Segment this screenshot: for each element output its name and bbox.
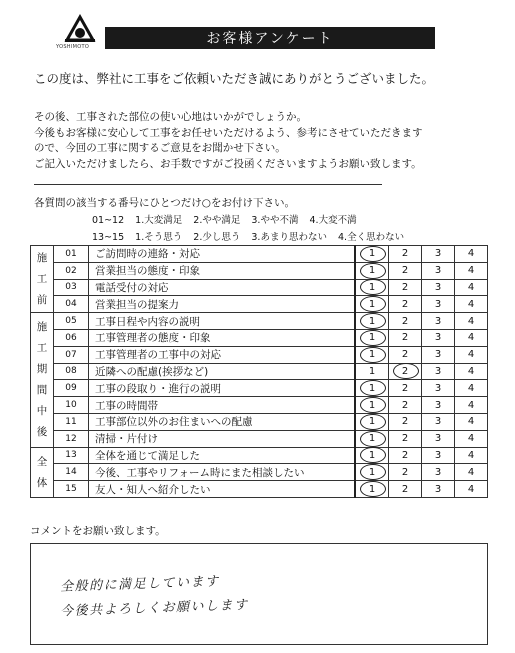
answer-option-2[interactable]: [389, 296, 422, 313]
option-label: 4: [467, 332, 475, 344]
selected-circle-mark: [360, 246, 386, 262]
legend-option: 2.少し思う: [193, 232, 241, 243]
answer-option-3[interactable]: [422, 296, 455, 313]
intro-line: ご記入いただけましたら、お手数ですがご投函くださいますようお願い致します。: [34, 157, 422, 170]
question-text: 工事部位以外のお住まいへの配慮: [89, 413, 356, 430]
option-label: 3: [434, 382, 442, 394]
question-number: 03: [54, 279, 89, 296]
answer-option-1[interactable]: [355, 430, 389, 447]
question-row: [31, 329, 488, 346]
question-number: 01: [54, 246, 89, 263]
question-row: [31, 313, 488, 330]
answer-option-4[interactable]: [455, 313, 488, 330]
option-label: 1: [368, 315, 376, 327]
intro-text: [34, 110, 504, 172]
question-text: 営業担当の態度・印象: [89, 262, 356, 279]
selected-circle-mark: [360, 279, 386, 295]
question-row: [31, 363, 488, 380]
legend-option: 1.大変満足: [135, 215, 183, 226]
legend-range-a: [92, 212, 365, 226]
answer-option-2[interactable]: [389, 413, 422, 430]
legend-option: 4.全く思わない: [338, 232, 405, 243]
answer-option-4[interactable]: [455, 329, 488, 346]
answer-option-2[interactable]: [389, 313, 422, 330]
question-number: 11: [54, 413, 89, 430]
answer-option-1[interactable]: [355, 346, 389, 363]
option-label: 3: [434, 349, 442, 361]
question-row: [31, 481, 488, 498]
option-label: 3: [434, 281, 442, 293]
comment-box[interactable]: [30, 543, 488, 645]
answer-option-1[interactable]: [355, 447, 389, 464]
question-number: 07: [54, 346, 89, 363]
option-label: 3: [434, 433, 442, 445]
answer-option-3[interactable]: [422, 380, 455, 397]
selected-circle-mark: [360, 380, 386, 396]
option-label: 2: [401, 281, 409, 293]
answer-option-3[interactable]: [422, 279, 455, 296]
option-label: 4: [467, 382, 475, 394]
option-label: 2: [401, 483, 409, 495]
option-label: 1: [368, 248, 376, 260]
answer-option-2[interactable]: [389, 246, 422, 263]
legend-option: 2.やや満足: [193, 215, 241, 226]
question-row: [31, 413, 488, 430]
option-label: 4: [467, 449, 475, 461]
option-label: 3: [434, 449, 442, 461]
answer-option-2[interactable]: [389, 430, 422, 447]
option-label: 3: [434, 483, 442, 495]
answer-option-2[interactable]: [389, 329, 422, 346]
thanks-message: この度は、弊社に工事をご依頼いただき誠にありがとうございました。: [34, 71, 435, 86]
question-row: [31, 464, 488, 481]
question-number: 02: [54, 262, 89, 279]
category-overall: 全 体: [31, 447, 54, 497]
question-row: [31, 246, 488, 263]
divider: [34, 184, 382, 185]
question-text: 電話受付の対応: [89, 279, 356, 296]
option-label: 4: [467, 483, 475, 495]
answer-option-3[interactable]: [422, 397, 455, 414]
answer-option-3[interactable]: [422, 313, 455, 330]
answer-option-1[interactable]: [355, 279, 389, 296]
option-label: 4: [467, 349, 475, 361]
option-label: 2: [401, 349, 409, 361]
intro-line: 今後もお客様に安心して工事をお任せいただけるよう、参考にさせていただきます: [34, 126, 423, 139]
question-text: 工事日程や内容の説明: [89, 313, 356, 330]
question-text: 営業担当の提案力: [89, 296, 356, 313]
selected-circle-mark: [393, 363, 419, 379]
selected-circle-mark: [360, 397, 386, 413]
question-row: [31, 279, 488, 296]
question-text: 今後、工事やリフォーム時にまた相談したい: [89, 464, 356, 481]
question-row: [31, 430, 488, 447]
category-during: 施 工 期 間 中 後: [31, 313, 54, 447]
selected-circle-mark: [360, 414, 386, 430]
option-label: 1: [368, 332, 376, 344]
legend-option: 4.大変不満: [309, 215, 357, 226]
question-text: 友人・知人へ紹介したい: [89, 481, 356, 498]
answer-option-4[interactable]: [455, 413, 488, 430]
option-label: 1: [368, 433, 376, 445]
answer-option-3[interactable]: [422, 464, 455, 481]
intro-line: その後、工事された部位の使い心地はいかがでしょうか。: [34, 111, 307, 123]
selected-circle-mark: [360, 313, 386, 329]
question-number: 09: [54, 380, 89, 397]
answer-option-3[interactable]: [422, 346, 455, 363]
question-text: 工事の段取り・進行の説明: [89, 380, 356, 397]
option-label: 3: [434, 466, 442, 478]
option-label: 4: [467, 298, 475, 310]
answer-option-2[interactable]: [389, 363, 422, 380]
selected-circle-mark: [360, 431, 386, 447]
instruction: 各質問の該当する番号にひとつだけ○をお付け下さい。: [34, 197, 295, 209]
option-label: 4: [467, 365, 475, 377]
question-number: 06: [54, 329, 89, 346]
question-number: 08: [54, 363, 89, 380]
answer-option-3[interactable]: [422, 246, 455, 263]
answer-option-2[interactable]: [389, 481, 422, 498]
option-label: 4: [467, 265, 475, 277]
answer-option-3[interactable]: [422, 430, 455, 447]
legend-option: 1.そう思う: [135, 232, 183, 243]
intro-line: ので、今回の工事に関するご意見をお聞かせ下さい。: [34, 142, 286, 154]
question-number: 13: [54, 447, 89, 464]
option-label: 4: [467, 248, 475, 260]
handwritten-comment-line: 全般的に満足しています: [59, 574, 220, 595]
question-text: 全体を通じて満足した: [89, 447, 356, 464]
option-label: 2: [401, 433, 409, 445]
question-row: [31, 346, 488, 363]
answer-option-4[interactable]: [455, 262, 488, 279]
selected-circle-mark: [360, 481, 386, 497]
legend-option: 3.やや不満: [251, 215, 299, 226]
option-label: 2: [401, 416, 409, 428]
answer-option-2[interactable]: [389, 447, 422, 464]
option-label: 1: [368, 281, 376, 293]
answer-option-2[interactable]: [389, 279, 422, 296]
answer-option-4[interactable]: [455, 481, 488, 498]
legend-range: 01~12: [92, 215, 125, 226]
answer-option-1[interactable]: [355, 262, 389, 279]
option-label: 3: [434, 399, 442, 411]
option-label: 1: [368, 382, 376, 394]
answer-option-1[interactable]: [355, 380, 389, 397]
option-label: 2: [401, 298, 409, 310]
question-number: 15: [54, 481, 89, 498]
option-label: 2: [401, 382, 409, 394]
option-label: 4: [467, 466, 475, 478]
answer-option-1[interactable]: [355, 329, 389, 346]
question-number: 05: [54, 313, 89, 330]
option-label: 1: [368, 265, 376, 277]
question-row: [31, 262, 488, 279]
option-label: 3: [434, 298, 442, 310]
answer-option-3[interactable]: [422, 262, 455, 279]
option-label: 1: [368, 449, 376, 461]
option-label: 1: [368, 349, 376, 361]
question-text: 工事管理者の態度・印象: [89, 329, 356, 346]
option-label: 2: [401, 466, 409, 478]
answer-option-3[interactable]: [422, 413, 455, 430]
answer-option-4[interactable]: [455, 363, 488, 380]
question-number: 04: [54, 296, 89, 313]
answer-option-4[interactable]: [455, 447, 488, 464]
option-label: 2: [401, 315, 409, 327]
option-label: 3: [434, 315, 442, 327]
answer-option-1[interactable]: [355, 363, 389, 380]
legend-range: 13~15: [92, 232, 125, 243]
selected-circle-mark: [360, 330, 386, 346]
option-label: 3: [434, 365, 442, 377]
question-text: 工事の時間帯: [89, 397, 356, 414]
answer-option-1[interactable]: [355, 246, 389, 263]
survey-title: お客様アンケート: [105, 27, 435, 49]
answer-option-1[interactable]: [355, 464, 389, 481]
option-label: 1: [368, 298, 376, 310]
option-label: 4: [467, 399, 475, 411]
option-label: 3: [434, 265, 442, 277]
selected-circle-mark: [360, 464, 386, 480]
option-label: 4: [467, 433, 475, 445]
answer-option-4[interactable]: [455, 430, 488, 447]
selected-circle-mark: [360, 296, 386, 312]
question-row: [31, 296, 488, 313]
answer-option-3[interactable]: [422, 329, 455, 346]
question-text: 清掃・片付け: [89, 430, 356, 447]
answer-option-2[interactable]: [389, 380, 422, 397]
answer-option-4[interactable]: [455, 464, 488, 481]
question-text: ご訪問時の連絡・対応: [89, 246, 356, 263]
answer-option-2[interactable]: [389, 397, 422, 414]
option-label: 1: [368, 416, 376, 428]
answer-option-1[interactable]: [355, 413, 389, 430]
question-row: [31, 447, 488, 464]
answer-option-4[interactable]: [455, 296, 488, 313]
answer-option-1[interactable]: [355, 313, 389, 330]
option-label: 2: [401, 248, 409, 260]
answer-option-1[interactable]: [355, 481, 389, 498]
answer-option-4[interactable]: [455, 346, 488, 363]
legend-range-b: [92, 229, 412, 243]
option-label: 4: [467, 416, 475, 428]
question-row: [31, 380, 488, 397]
answer-option-4[interactable]: [455, 279, 488, 296]
question-text: 工事管理者の工事中の対応: [89, 346, 356, 363]
answer-option-2[interactable]: [389, 346, 422, 363]
question-number: 14: [54, 464, 89, 481]
option-label: 4: [467, 315, 475, 327]
selected-circle-mark: [360, 447, 386, 463]
answer-option-3[interactable]: [422, 363, 455, 380]
option-label: 2: [401, 265, 409, 277]
option-label: 2: [401, 399, 409, 411]
answer-option-4[interactable]: [455, 380, 488, 397]
answer-option-1[interactable]: [355, 397, 389, 414]
answer-option-2[interactable]: [389, 464, 422, 481]
answer-option-1[interactable]: [355, 296, 389, 313]
answer-option-2[interactable]: [389, 262, 422, 279]
question-row: [31, 397, 488, 414]
answer-option-3[interactable]: [422, 447, 455, 464]
option-label: 4: [467, 281, 475, 293]
answer-option-4[interactable]: [455, 246, 488, 263]
option-label: 1: [368, 365, 376, 377]
selected-circle-mark: [360, 347, 386, 363]
question-number: 12: [54, 430, 89, 447]
handwritten-comment-line: 今後共よろしくお願いします: [59, 597, 249, 620]
option-label: 1: [368, 399, 376, 411]
answer-option-4[interactable]: [455, 397, 488, 414]
category-before: 施 工 前: [31, 246, 54, 313]
question-number: 10: [54, 397, 89, 414]
option-label: 2: [401, 449, 409, 461]
legend-option: 3.あまり思わない: [251, 232, 327, 243]
question-text: 近隣への配慮(挨拶など): [89, 363, 356, 380]
option-label: 3: [434, 416, 442, 428]
option-label: 2: [401, 332, 409, 344]
option-label: 2: [401, 365, 409, 377]
option-label: 1: [368, 483, 376, 495]
option-label: 3: [434, 248, 442, 260]
answer-option-3[interactable]: [422, 481, 455, 498]
survey-table: [30, 245, 488, 498]
logo-text: YOSHIMOTO: [56, 44, 90, 50]
selected-circle-mark: [360, 263, 386, 279]
comment-label: コメントをお願い致します。: [30, 525, 166, 537]
option-label: 3: [434, 332, 442, 344]
option-label: 1: [368, 466, 376, 478]
